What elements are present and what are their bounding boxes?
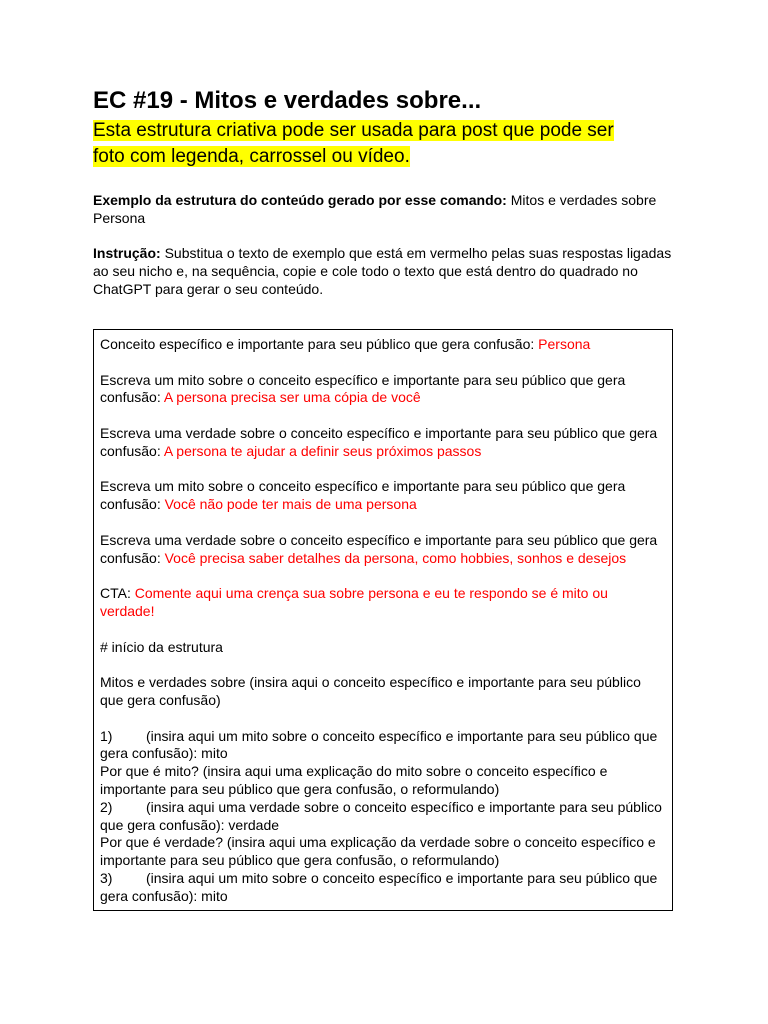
concept-label: Conceito específico e importante para seu público que gera confusão: [100, 336, 539, 352]
list-item [100, 870, 666, 906]
item-3-text: (insira aqui um mito sobre o conceito específico e importante para seu público que gera confusão): mito [100, 869, 658, 904]
item-1-number: 1) [100, 727, 113, 744]
truth-2-label: Escreva uma verdade sobre o conceito específico e importante para seu público que gera confusão: [100, 531, 658, 566]
truth-1-label: Escreva uma verdade sobre o conceito específico e importante para seu público que gera confusão: [100, 424, 658, 459]
example-text: Mitos e verdades sobre Persona [93, 192, 657, 226]
truth-2-value: Você precisa saber detalhes da persona, como hobbies, sonhos e desejos [164, 549, 627, 566]
structure-title: Mitos e verdades sobre (insira aqui o conceito específico e importante para seu público que gera confusão) [100, 674, 641, 708]
concept-value: Persona [538, 336, 591, 352]
example-label: Exemplo da estrutura do conteúdo gerado por esse comando: [93, 192, 507, 208]
prompt-box [93, 329, 673, 911]
item-2-why: Por que é verdade? (insira aqui uma explicação da verdade sobre o conceito específico e importante para seu público que gera confusão, o reformulando) [100, 834, 656, 869]
myth-prompt-1 [100, 372, 666, 408]
instruction-label: Instrução: [93, 245, 161, 261]
instruction-paragraph [93, 244, 683, 298]
item-1-why: Por que é mito? (insira aqui uma explicação do mito sobre o conceito específico e importante para seu público que gera confusão, o reformulando) [100, 763, 608, 797]
document-header [93, 86, 683, 298]
item-2-text: (insira aqui uma verdade sobre o conceito específico e importante para seu público que gera confusão): verdade [100, 798, 662, 833]
instruction-text: Substitua o texto de exemplo que está em vermelho pelas suas respostas ligadas ao seu nicho e, na sequência, copie e cole todo o texto que está dentro do quadrado no ChatGPT para gerar o seu conteúdo. [93, 245, 672, 297]
cta-label: CTA: [100, 585, 135, 602]
myth-prompt-2 [100, 478, 666, 514]
subtitle-line-2: foto com legenda, carrossel ou vídeo. [93, 146, 410, 167]
document-subtitle [93, 118, 683, 170]
list-item [100, 799, 666, 835]
myth-1-value: A persona precisa ser uma cópia de você [163, 389, 421, 406]
structure-start: # início da estrutura [100, 638, 223, 655]
myth-2-value: Você não pode ter mais de uma persona [164, 496, 417, 513]
subtitle-line-1: Esta estrutura criativa pode ser usada para post que pode ser [93, 120, 614, 141]
cta-line [100, 585, 666, 621]
document-title: EC #19 - Mitos e verdades sobre... [93, 87, 482, 114]
item-1-text: (insira aqui um mito sobre o conceito específico e importante para seu público que gera confusão): mito [100, 727, 658, 762]
truth-prompt-1 [100, 425, 666, 461]
item-2-number: 2) [100, 798, 113, 815]
list-item [100, 728, 666, 764]
item-3-number: 3) [100, 869, 113, 886]
truth-1-value: A persona te ajudar a definir seus próximos passos [163, 442, 482, 459]
example-paragraph [93, 191, 683, 227]
concept-line [100, 336, 666, 354]
myth-2-label: Escreva um mito sobre o conceito específico e importante para seu público que gera confusão: [100, 478, 626, 513]
cta-value: Comente aqui uma crença sua sobre persona e eu te respondo se é mito ou verdade! [100, 585, 608, 619]
truth-prompt-2 [100, 532, 666, 568]
myth-1-label: Escreva um mito sobre o conceito específico e importante para seu público que gera confusão: [100, 371, 626, 406]
